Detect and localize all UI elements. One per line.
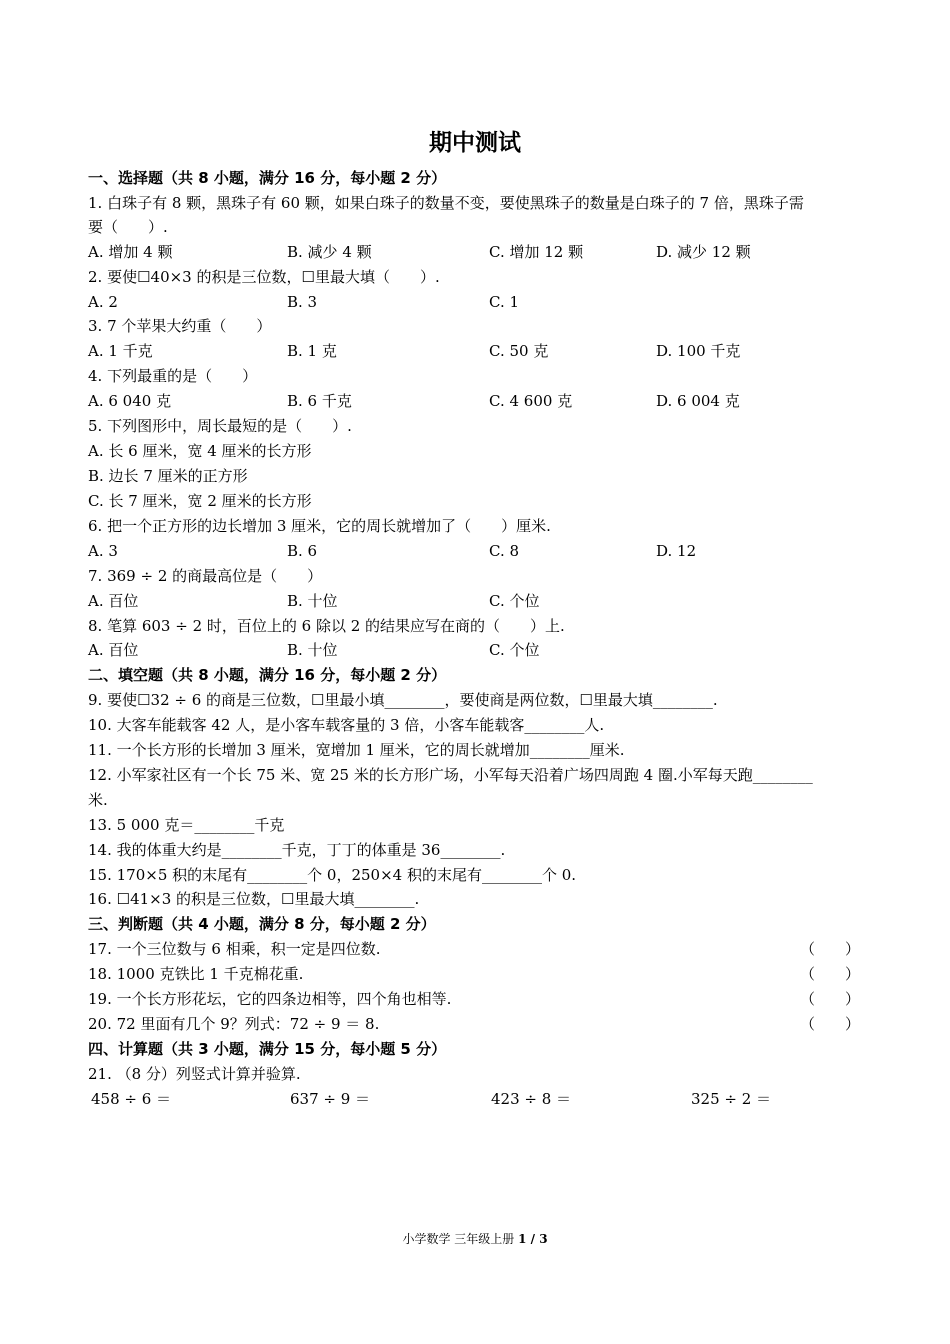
- page-footer: [0, 1230, 950, 1247]
- calc-item-1: 458 ÷ 6 ＝: [91, 1090, 172, 1108]
- answer-paren-18: （ ）: [800, 965, 861, 983]
- question-16: 16. ☐41×3 的积是三位数，☐里最大填________.: [88, 890, 420, 908]
- question-20: 20. 72 里面有几个 9？列式：72 ÷ 9 ＝ 8.: [88, 1015, 380, 1033]
- question-18: 18. 1000 克铁比 1 千克棉花重.: [88, 965, 304, 983]
- q7-option-b: B. 十位: [287, 592, 338, 610]
- question-21-stem: 21. （8 分）列竖式计算并验算.: [88, 1065, 301, 1083]
- question-9: 9. 要使☐32 ÷ 6 的商是三位数，☐里最小填________，要使商是两位数，☐里最大填________.: [88, 691, 718, 709]
- q4-option-d: D. 6 004 克: [656, 392, 740, 410]
- question-6-stem: 6. 把一个正方形的边长增加 3 厘米，它的周长就增加了（ ）厘米.: [88, 517, 551, 535]
- question-14: 14. 我的体重大约是________千克，丁丁的体重是 36________.: [88, 841, 506, 859]
- footer-label: 小学数学 三年级上册: [402, 1232, 515, 1246]
- q3-option-d: D. 100 千克: [656, 342, 741, 360]
- question-11: 11. 一个长方形的长增加 3 厘米，宽增加 1 厘米，它的周长就增加________厘米.: [88, 741, 625, 759]
- q6-option-c: C. 8: [489, 542, 520, 560]
- question-2-stem: 2. 要使☐40×3 的积是三位数，☐里最大填（ ）.: [88, 268, 440, 286]
- question-1-stem: 1. 白珠子有 8 颗，黑珠子有 60 颗，如果白珠子的数量不变，要使黑珠子的数量是白珠子的 7 倍，黑珠子需: [88, 194, 804, 212]
- answer-paren-20: （ ）: [800, 1015, 861, 1033]
- question-12-cont: 米.: [88, 791, 108, 809]
- page-number: 1 / 3: [518, 1232, 548, 1246]
- q2-option-a: A. 2: [88, 293, 118, 311]
- q2-option-c: C. 1: [489, 293, 520, 311]
- section-heading-judge: 三、判断题（共 4 小题，满分 8 分，每小题 2 分）: [88, 915, 436, 933]
- q5-option-c: C. 长 7 厘米，宽 2 厘米的长方形: [88, 492, 312, 510]
- calc-item-3: 423 ÷ 8 ＝: [491, 1090, 572, 1108]
- section-heading-choice: 一、选择题（共 8 小题，满分 16 分，每小题 2 分）: [88, 169, 447, 187]
- question-10: 10. 大客车能载客 42 人，是小客车载客量的 3 倍，小客车能载客________人.: [88, 716, 605, 734]
- q5-option-a: A. 长 6 厘米，宽 4 厘米的长方形: [88, 442, 312, 460]
- calc-item-4: 325 ÷ 2 ＝: [691, 1090, 772, 1108]
- q3-option-b: B. 1 克: [287, 342, 337, 360]
- q7-option-a: A. 百位: [88, 592, 139, 610]
- question-19: 19. 一个长方形花坛，它的四条边相等，四个角也相等.: [88, 990, 452, 1008]
- q1-option-c: C. 增加 12 颗: [489, 243, 584, 261]
- question-17: 17. 一个三位数与 6 相乘，积一定是四位数.: [88, 940, 381, 958]
- question-13: 13. 5 000 克＝________千克: [88, 816, 285, 834]
- q2-option-b: B. 3: [287, 293, 318, 311]
- q3-option-c: C. 50 克: [489, 342, 549, 360]
- answer-paren-19: （ ）: [800, 990, 861, 1008]
- q3-option-a: A. 1 千克: [88, 342, 153, 360]
- q6-option-a: A. 3: [88, 542, 118, 560]
- section-heading-calc: 四、计算题（共 3 小题，满分 15 分，每小题 5 分）: [88, 1040, 447, 1058]
- q6-option-d: D. 12: [656, 542, 697, 560]
- question-1-stem-cont: 要（ ）.: [88, 218, 168, 236]
- q1-option-d: D. 减少 12 颗: [656, 243, 751, 261]
- q7-option-c: C. 个位: [489, 592, 540, 610]
- question-5-stem: 5. 下列图形中，周长最短的是（ ）.: [88, 417, 352, 435]
- question-15: 15. 170×5 积的末尾有________个 0，250×4 积的末尾有________个 0.: [88, 866, 577, 884]
- page-title: 期中测试: [429, 130, 521, 156]
- calc-item-2: 637 ÷ 9 ＝: [290, 1090, 371, 1108]
- question-8-stem: 8. 笔算 603 ÷ 2 时，百位上的 6 除以 2 的结果应写在商的（ ）上.: [88, 617, 565, 635]
- question-12: 12. 小军家社区有一个长 75 米、宽 25 米的长方形广场，小军每天沿着广场四周跑 4 圈.小军每天跑________: [88, 766, 813, 784]
- q8-option-c: C. 个位: [489, 641, 540, 659]
- q1-option-a: A. 增加 4 颗: [88, 243, 173, 261]
- section-heading-fill: 二、填空题（共 8 小题，满分 16 分，每小题 2 分）: [88, 666, 447, 684]
- q4-option-c: C. 4 600 克: [489, 392, 573, 410]
- question-3-stem: 3. 7 个苹果大约重（ ）: [88, 317, 272, 335]
- q4-option-b: B. 6 千克: [287, 392, 352, 410]
- answer-paren-17: （ ）: [800, 940, 861, 958]
- question-7-stem: 7. 369 ÷ 2 的商最高位是（ ）: [88, 567, 323, 585]
- question-4-stem: 4. 下列最重的是（ ）: [88, 367, 258, 385]
- q1-option-b: B. 减少 4 颗: [287, 243, 372, 261]
- q6-option-b: B. 6: [287, 542, 318, 560]
- q8-option-a: A. 百位: [88, 641, 139, 659]
- q5-option-b: B. 边长 7 厘米的正方形: [88, 467, 248, 485]
- q4-option-a: A. 6 040 克: [88, 392, 172, 410]
- q8-option-b: B. 十位: [287, 641, 338, 659]
